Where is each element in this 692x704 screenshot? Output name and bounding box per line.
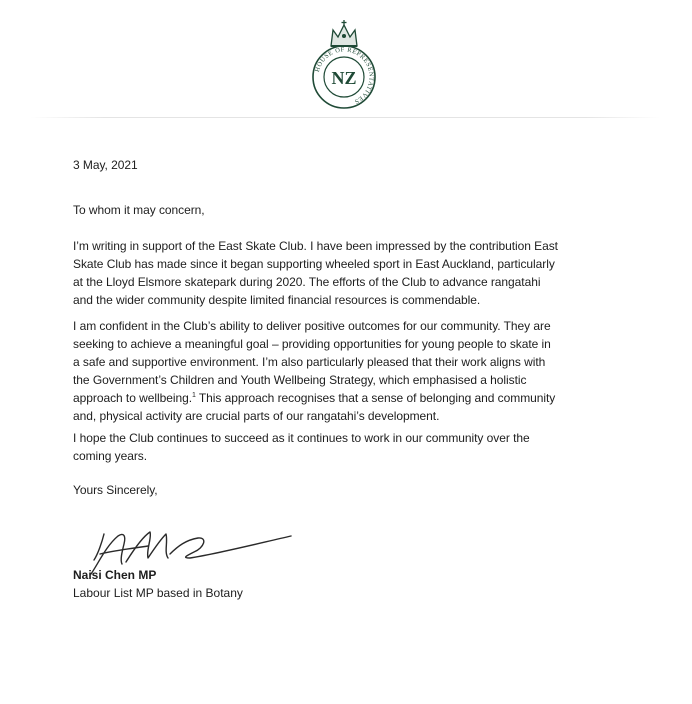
paragraph-line: I am confident in the Club’s ability to deliver positive outcomes for our community. They are xyxy=(73,319,551,333)
paragraph-line: and, physical activity are crucial parts of our rangatahi’s development. xyxy=(73,409,440,423)
paragraph-line: the Government’s Children and Youth Wellbeing Strategy, which emphasised a holistic xyxy=(73,373,527,387)
paragraph-1 xyxy=(73,237,593,309)
paragraph-line-text: approach to wellbeing. xyxy=(73,391,192,405)
header-divider xyxy=(30,117,660,118)
paragraph-line: at the Lloyd Elsmore skatepark during 2020. The efforts of the Club to advance rangatahi xyxy=(73,275,541,289)
paragraph-line: seeking to achieve a meaningful goal – providing opportunities for young people to skate in xyxy=(73,337,551,351)
crest-icon xyxy=(305,16,383,112)
paragraph-line: coming years. xyxy=(73,449,148,463)
paragraph-line-with-footnote xyxy=(73,389,593,407)
signer-name: Naisi Chen MP xyxy=(73,568,157,582)
paragraph-line-text: This approach recognises that a sense of belonging and community xyxy=(195,391,556,405)
paragraph-line: and the wider community despite limited financial resources is commendable. xyxy=(73,293,481,307)
letter-closing: Yours Sincerely, xyxy=(73,483,158,497)
signer-role: Labour List MP based in Botany xyxy=(73,586,243,600)
paragraph-3 xyxy=(73,429,593,465)
crest-monogram: NZ xyxy=(331,68,357,88)
letter-date: 3 May, 2021 xyxy=(73,158,138,172)
letter-salutation: To whom it may concern, xyxy=(73,203,205,217)
paragraph-line: Skate Club has made since it began supporting wheeled sport in East Auckland, particularly xyxy=(73,257,555,271)
paragraph-line: I hope the Club continues to succeed as it continues to work in our community over the xyxy=(73,431,530,445)
paragraph-2 xyxy=(73,317,593,425)
parliament-crest-logo xyxy=(305,16,383,112)
crest-ring-text: HOUSE OF REPRESENTATIVES xyxy=(314,46,375,106)
paragraph-line: a safe and supportive environment. I’m also particularly pleased that their work aligns with xyxy=(73,355,546,369)
footnote-marker: 1 xyxy=(191,392,196,399)
paragraph-line: I’m writing in support of the East Skate Club. I have been impressed by the contribution East xyxy=(73,239,558,253)
